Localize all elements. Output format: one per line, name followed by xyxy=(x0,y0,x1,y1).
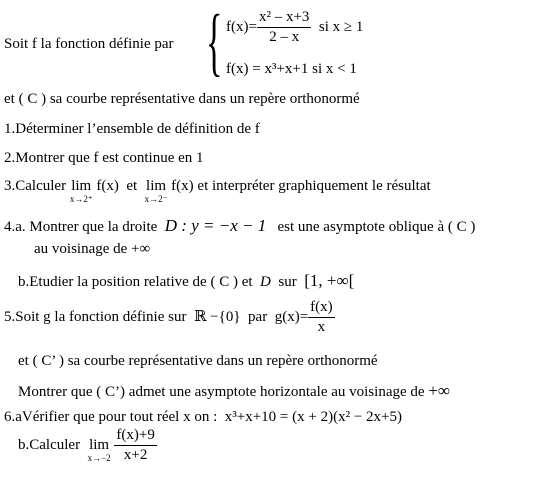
question-2: 2.Montrer que f est continue en 1 xyxy=(4,150,204,166)
question-5-asymptote: Montrer que ( C’) admet une asymptote horizontale au voisinage de +∞ xyxy=(18,381,451,400)
limit-minus-2: lim x→−2 xyxy=(87,437,111,463)
question-4a: 4.a. Montrer que la droite D : y = −x − 1 est une asymptote oblique à ( C ) xyxy=(4,216,476,235)
question-4a-line2: au voisinage de +∞ xyxy=(34,241,151,257)
domain-set: ℝ −{0} xyxy=(193,309,241,325)
question-3: 3.Calculer lim x→2⁺ f(x) et lim x→2⁻ f(x) et interpréter graphiquement le résultat xyxy=(4,178,431,204)
asymptote-equation: D : y = −x − 1 xyxy=(164,216,267,235)
piecewise-case-1: f(x)= $\frac{\text{x² – x+3}}{2 - x}$ si x ≥ 1 xyxy=(226,9,364,45)
intro-prefix: Soit f la fonction définie par xyxy=(4,36,174,52)
question-5: 5.Soit g la fonction définie sur ℝ −{0} par g(x)= $\frac{f(x)}{x}$ xyxy=(4,299,333,335)
limit-right: lim x→2⁺ xyxy=(69,178,93,204)
identity-equation: x³+x+10 = (x + 2)(x² − 2x+5) xyxy=(224,409,402,425)
piecewise-case-2: f(x) = x³+x+1 si x < 1 xyxy=(226,61,357,77)
question-6a: 6.aVérifier que pour tout réel x on : x³+x+10 = (x + 2)(x² − 2x+5) xyxy=(4,409,402,425)
question-4b: b.Etudier la position relative de ( C ) et D sur [1, +∞[ xyxy=(18,271,355,290)
limit-left: lim x→2⁻ xyxy=(144,178,168,204)
piecewise-brace: { xyxy=(206,0,223,84)
question-1: 1.Déterminer l’ensemble de définition de f xyxy=(4,121,260,137)
question-5-curve: et ( C’ ) sa courbe représentative dans un repère orthonormé xyxy=(18,353,378,369)
intro-curve: et ( C ) sa courbe représentative dans un repère orthonormé xyxy=(4,91,360,107)
interval: [1, +∞[ xyxy=(304,271,355,290)
question-6b: b.Calculer lim x→−2 $\frac{f(x)+9}{x+2}$ xyxy=(18,427,155,463)
